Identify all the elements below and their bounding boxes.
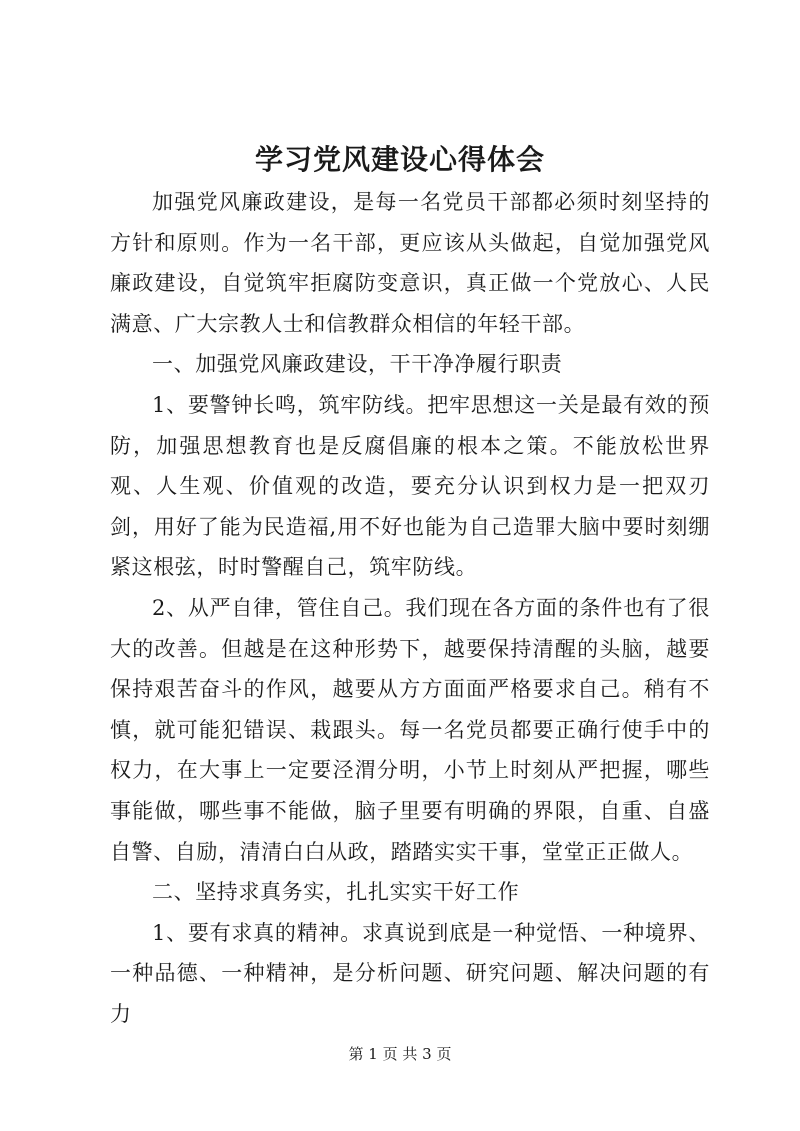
page-title: 学习党风建设心得体会 [254,143,545,176]
paragraph-intro: 加强党风廉政建设，是每一名党员干部都必须时刻坚持的方针和原则。作为一名干部，更应该从头做起，自觉加强党风廉政建设，自觉筑牢拒腐防变意识，真正做一个党放心、人民满意、广大宗教人士和信教群众相信的年轻干部。 [110,190,710,336]
paragraph-1-1: 1、要警钟长鸣，筑牢防线。把牢思想这一关是最有效的预防，加强思想教育也是反腐倡廉的根本之策。不能放松世界观、人生观、价值观的改造，要充分认识到权力是一把双刃剑，用好了能为民造福,用不好也能为自己造罪大脑中要时刻绷紧这根弦，时时警醒自己，筑牢防线。 [110,392,710,580]
section-heading-1: 一、加强党风廉政建设，干干净净履行职责 [152,352,563,377]
section-heading-2: 二、坚持求真务实，扎扎实实干好工作 [152,880,520,905]
paragraph-1-2: 2、从严自律，管住自己。我们现在各方面的条件也有了很大的改善。但越是在这种形势下，越要保持清醒的头脑，越要保持艰苦奋斗的作风，越要从方方面面严格要求自己。稍有不慎，就可能犯错误、栽跟头。每一名党员都要正确行使手中的权力，在大事上一定要泾渭分明，小节上时刻从严把握，哪些事能做，哪些事不能做，脑子里要有明确的界限，自重、自盛自警、自励，清清白白从政，踏踏实实干事，堂堂正正做人。 [110,595,710,864]
page-footer: 第 1 页 共 3 页 [348,1045,452,1063]
document-body [110,182,710,1034]
paragraph-2-1: 1、要有求真的精神。求真说到底是一种觉悟、一种境界、一种品德、一种精神，是分析问题、研究问题、解决问题的有力 [110,920,710,1026]
